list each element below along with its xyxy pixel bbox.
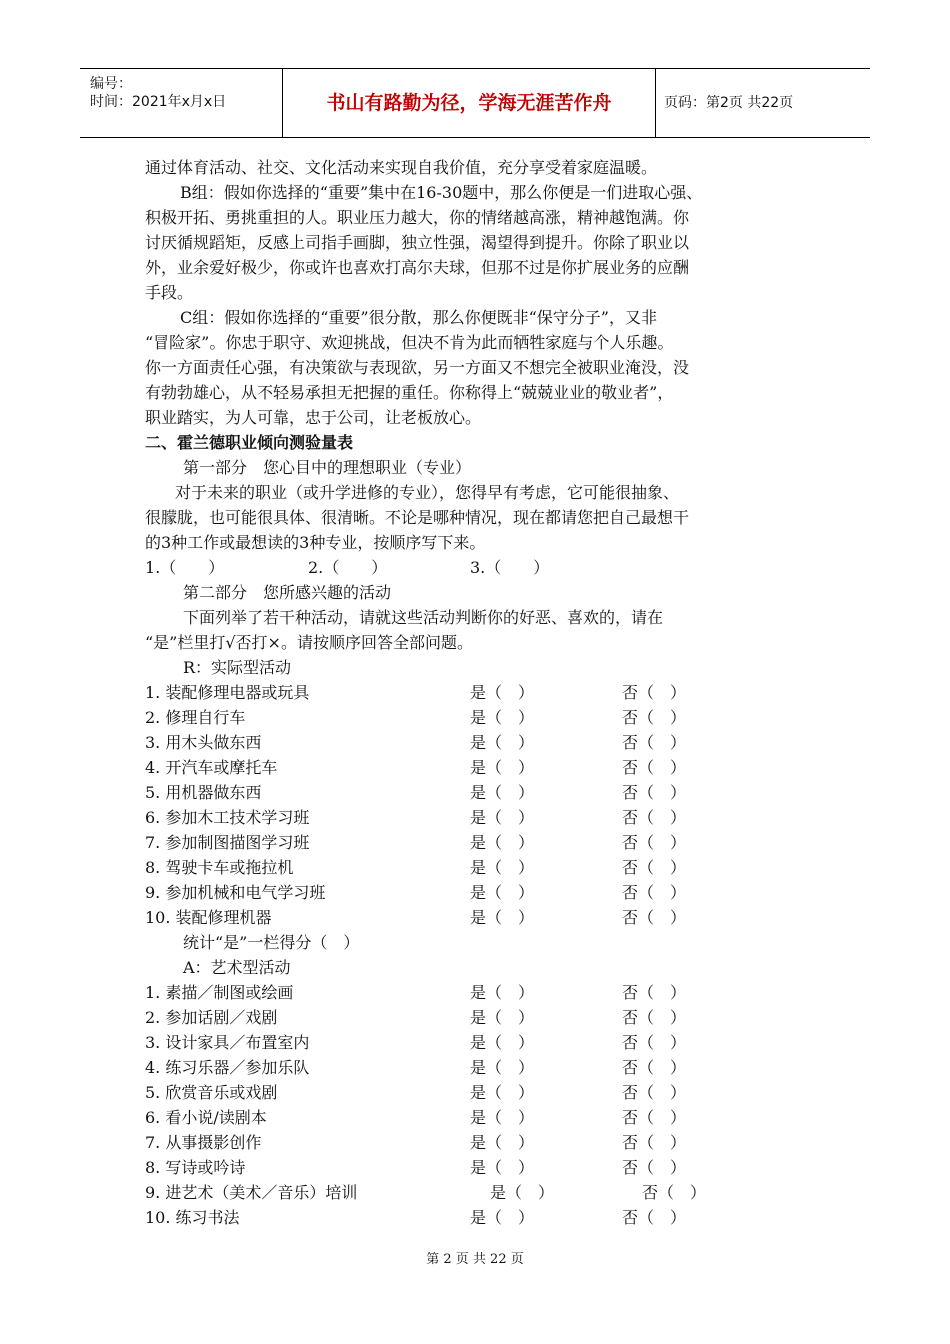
no-answer[interactable]: 否（ ）: [622, 983, 687, 1002]
paragraph-line: 手段。: [145, 283, 194, 302]
doc-date-label: 时间：2021年x月x日: [90, 94, 227, 110]
yes-answer[interactable]: 是（ ）: [470, 1208, 535, 1227]
no-answer[interactable]: 否（ ）: [642, 1183, 707, 1202]
group-title-a: A：艺术型活动: [183, 958, 291, 977]
blank-2[interactable]: 2.（ ）: [308, 558, 388, 577]
page-footer: 第 2 页 共 22 页: [426, 1252, 524, 1267]
paragraph-line: 的3种工作或最想读的3种专业，按顺序写下来。: [145, 533, 486, 552]
paragraph-line: B组：假如你选择的“重要”集中在16-30题中，那么你便是一们进取心强、: [180, 183, 703, 202]
yes-answer[interactable]: 是（ ）: [490, 1183, 555, 1202]
yes-answer[interactable]: 是（ ）: [470, 1133, 535, 1152]
no-answer[interactable]: 否（ ）: [622, 758, 687, 777]
yes-answer[interactable]: 是（ ）: [470, 1033, 535, 1052]
yes-answer[interactable]: 是（ ）: [470, 1108, 535, 1127]
paragraph-line: 外，业余爱好极少，你或许也喜欢打高尔夫球，但那不过是你扩展业务的应酬: [145, 258, 690, 277]
list-item: 7. 参加制图描图学习班: [145, 833, 310, 852]
list-item: 1. 装配修理电器或玩具: [145, 683, 310, 702]
list-item: 9. 参加机械和电气学习班: [145, 883, 326, 902]
paragraph-line: “是”栏里打√否打×。请按顺序回答全部问题。: [145, 633, 473, 652]
paragraph-line: 有勃勃雄心，从不轻易承担无把握的重任。你称得上“兢兢业业的敬业者”，: [145, 383, 674, 402]
no-answer[interactable]: 否（ ）: [622, 1058, 687, 1077]
list-item: 6. 参加木工技术学习班: [145, 808, 310, 827]
paragraph-line: 对于未来的职业（或升学进修的专业），您得早有考虑，它可能很抽象、: [175, 483, 680, 502]
no-answer[interactable]: 否（ ）: [622, 858, 687, 877]
group-title-r: R：实际型活动: [183, 658, 292, 677]
list-item: 9. 进艺术（美术／音乐）培训: [145, 1183, 358, 1202]
yes-answer[interactable]: 是（ ）: [470, 783, 535, 802]
no-answer[interactable]: 否（ ）: [622, 1008, 687, 1027]
yes-answer[interactable]: 是（ ）: [470, 758, 535, 777]
paragraph-line: 很朦胧，也可能很具体、很清晰。不论是哪种情况，现在都请您把自己最想干: [145, 508, 690, 527]
yes-answer[interactable]: 是（ ）: [470, 1008, 535, 1027]
list-item: 4. 开汽车或摩托车: [145, 758, 278, 777]
no-answer[interactable]: 否（ ）: [622, 883, 687, 902]
no-answer[interactable]: 否（ ）: [622, 1033, 687, 1052]
header-motto: 书山有路勤为径，学海无涯苦作舟: [283, 69, 656, 137]
list-item: 8. 写诗或吟诗: [145, 1158, 246, 1177]
section-heading: 二、霍兰德职业倾向测验量表: [145, 433, 354, 452]
yes-answer[interactable]: 是（ ）: [470, 833, 535, 852]
no-answer[interactable]: 否（ ）: [622, 733, 687, 752]
list-item: 5. 欣赏音乐或戏剧: [145, 1083, 278, 1102]
score-line: 统计“是”一栏得分（ ）: [183, 933, 360, 952]
no-answer[interactable]: 否（ ）: [622, 1108, 687, 1127]
no-answer[interactable]: 否（ ）: [622, 1208, 687, 1227]
list-item: 6. 看小说/读剧本: [145, 1108, 267, 1127]
list-item: 2. 参加话剧／戏剧: [145, 1008, 278, 1027]
no-answer[interactable]: 否（ ）: [622, 833, 687, 852]
paragraph-line: 通过体育活动、社交、文化活动来实现自我价值，充分享受着家庭温暖。: [145, 158, 658, 177]
no-answer[interactable]: 否（ ）: [622, 1158, 687, 1177]
header-meta-cell: [80, 69, 283, 137]
blank-3[interactable]: 3.（ ）: [470, 558, 550, 577]
no-answer[interactable]: 否（ ）: [622, 808, 687, 827]
list-item: 7. 从事摄影创作: [145, 1133, 262, 1152]
list-item: 2. 修理自行车: [145, 708, 246, 727]
yes-answer[interactable]: 是（ ）: [470, 858, 535, 877]
yes-answer[interactable]: 是（ ）: [470, 983, 535, 1002]
paragraph-line: C组：假如你选择的“重要”很分散，那么你便既非“保守分子”，又非: [180, 308, 657, 327]
yes-answer[interactable]: 是（ ）: [470, 883, 535, 902]
no-answer[interactable]: 否（ ）: [622, 683, 687, 702]
no-answer[interactable]: 否（ ）: [622, 708, 687, 727]
yes-answer[interactable]: 是（ ）: [470, 908, 535, 927]
yes-answer[interactable]: 是（ ）: [470, 708, 535, 727]
list-item: 4. 练习乐器／参加乐队: [145, 1058, 310, 1077]
doc-number-label: 编号：: [90, 76, 132, 92]
no-answer[interactable]: 否（ ）: [622, 783, 687, 802]
blank-1[interactable]: 1.（ ）: [145, 558, 225, 577]
no-answer[interactable]: 否（ ）: [622, 1083, 687, 1102]
page-header: [80, 68, 870, 138]
list-item: 10. 装配修理机器: [145, 908, 272, 927]
paragraph-line: 职业踏实，为人可靠，忠于公司，让老板放心。: [145, 408, 482, 427]
list-item: 3. 用木头做东西: [145, 733, 262, 752]
yes-answer[interactable]: 是（ ）: [470, 1083, 535, 1102]
list-item: 3. 设计家具／布置室内: [145, 1033, 310, 1052]
list-item: 1. 素描／制图或绘画: [145, 983, 294, 1002]
header-page-info: 页码：第2页 共22页: [664, 95, 794, 111]
list-item: 8. 驾驶卡车或拖拉机: [145, 858, 294, 877]
list-item: 5. 用机器做东西: [145, 783, 262, 802]
paragraph-line: 讨厌循规蹈矩，反感上司指手画脚，独立性强，渴望得到提升。你除了职业以: [145, 233, 690, 252]
paragraph-line: 你一方面责任心强，有决策欲与表现欲，另一方面又不想完全被职业淹没，没: [145, 358, 690, 377]
no-answer[interactable]: 否（ ）: [622, 1133, 687, 1152]
list-item: 10. 练习书法: [145, 1208, 240, 1227]
yes-answer[interactable]: 是（ ）: [470, 808, 535, 827]
paragraph-line: 下面列举了若干种活动，请就这些活动判断你的好恶、喜欢的，请在: [183, 608, 664, 627]
yes-answer[interactable]: 是（ ）: [470, 733, 535, 752]
yes-answer[interactable]: 是（ ）: [470, 1158, 535, 1177]
paragraph-line: 积极开拓、勇挑重担的人。职业压力越大，你的情绪越高涨，精神越饱满。你: [145, 208, 690, 227]
yes-answer[interactable]: 是（ ）: [470, 683, 535, 702]
yes-answer[interactable]: 是（ ）: [470, 1058, 535, 1077]
paragraph-line: “冒险家”。你忠于职守、欢迎挑战，但决不肯为此而牺牲家庭与个人乐趣。: [145, 333, 674, 352]
part-heading: 第二部分 您所感兴趣的活动: [183, 583, 392, 602]
no-answer[interactable]: 否（ ）: [622, 908, 687, 927]
part-heading: 第一部分 您心目中的理想职业（专业）: [183, 458, 472, 477]
